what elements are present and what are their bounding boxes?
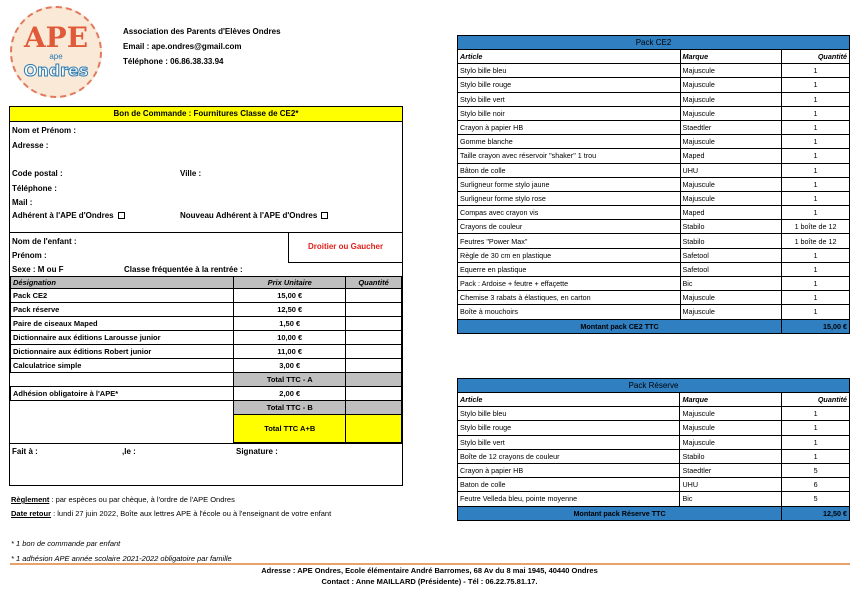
pack-ce2-total-value: 15,00 €	[782, 319, 850, 333]
quantity-cell[interactable]	[346, 387, 402, 401]
brand-cell: Maped	[680, 206, 782, 220]
place-label: Fait à :	[12, 447, 38, 456]
brand-cell: Maped	[680, 149, 782, 163]
date-label: ,le :	[122, 447, 136, 456]
article-cell: Surligneur forme stylo rose	[458, 191, 681, 205]
quantity-cell: 1	[782, 277, 850, 291]
pack-ce2-title-row	[458, 36, 850, 50]
table-row	[458, 421, 850, 435]
quantity-cell: 5	[782, 492, 850, 506]
quantity-cell[interactable]	[346, 331, 402, 345]
quantity-cell: 1	[782, 106, 850, 120]
table-row	[458, 220, 850, 234]
logo-ape-text: APE	[23, 21, 89, 54]
footnote-two: * 1 adhésion APE année scolaire 2021-2022 obligatoire par famille	[11, 554, 232, 563]
order-form	[9, 106, 403, 486]
article-cell: Stylo bille rouge	[458, 78, 681, 92]
table-row	[458, 262, 850, 276]
article-cell: Stylo bille bleu	[458, 407, 680, 421]
table-row	[458, 191, 850, 205]
brand-cell: Majuscule	[680, 407, 782, 421]
return-date-note: Date retour : lundi 27 juin 2022, Boîte aux lettres APE à l'école ou à l'enseignant de votre enfant	[11, 509, 332, 518]
total-a-value	[346, 373, 402, 387]
brand-cell: Majuscule	[680, 291, 782, 305]
table-row: Dictionnaire aux éditions Larousse junior 10,00 €	[11, 331, 402, 345]
member-checkbox[interactable]	[118, 212, 125, 219]
article-cell: Stylo bille vert	[458, 92, 681, 106]
article-cell: Bâton de colle	[458, 163, 681, 177]
col-designation: Désignation	[11, 277, 234, 289]
quantity-cell: 1 boîte de 12	[782, 220, 850, 234]
table-row	[458, 291, 850, 305]
member-label: Adhérent à l'APE d'Ondres	[12, 211, 114, 220]
phone-label: Téléphone :	[12, 184, 57, 193]
order-table-header	[11, 277, 402, 289]
adhesion-price: 2,00 €	[234, 387, 346, 401]
child-info	[10, 233, 402, 276]
brand-cell: Majuscule	[680, 191, 782, 205]
article-cell: Taille crayon avec réservoir "shaker" 1 trou	[458, 149, 681, 163]
association-phone: Téléphone : 06.86.38.33.94	[123, 57, 224, 66]
brand-cell: Safetool	[680, 248, 782, 262]
quantity-cell: 1 boîte de 12	[782, 234, 850, 248]
brand-cell: Majuscule	[680, 435, 782, 449]
article-cell: Boîte à mouchoirs	[458, 305, 681, 319]
quantity-cell: 1	[782, 78, 850, 92]
brand-cell: Majuscule	[680, 106, 782, 120]
quantity-cell: 1	[782, 149, 850, 163]
total-ab-value	[346, 415, 402, 443]
pack-reserve-title: Pack Réserve	[458, 379, 850, 393]
signature-area	[10, 443, 402, 485]
article-cell: Crayon à papier HB	[458, 463, 680, 477]
ape-logo	[10, 6, 102, 98]
class-label: Classe fréquentée à la rentrée :	[124, 265, 243, 274]
total-b-value	[346, 401, 402, 415]
child-firstname-label: Prénom :	[12, 251, 47, 260]
pack-ce2-table	[457, 35, 850, 334]
table-row: Pack réserve 12,50 €	[11, 303, 402, 317]
brand-cell: Majuscule	[680, 421, 782, 435]
quantity-cell: 1	[782, 135, 850, 149]
adhesion-label: Adhésion obligatoire à l'APE*	[11, 387, 234, 401]
quantity-cell: 6	[782, 478, 850, 492]
col-quantity: Quantité	[346, 277, 402, 289]
total-ab-label: Total TTC A+B	[234, 415, 346, 443]
quantity-cell[interactable]	[346, 345, 402, 359]
table-row	[458, 92, 850, 106]
customer-info	[10, 122, 402, 233]
logo-town-text: Ondres	[23, 61, 89, 80]
pack-reserve-total-value: 12,50 €	[782, 506, 850, 520]
article-cell: Chemise 3 rabats à élastiques, en carton	[458, 291, 681, 305]
table-row	[458, 407, 850, 421]
quantity-cell: 1	[782, 92, 850, 106]
table-row	[458, 78, 850, 92]
table-row	[458, 120, 850, 134]
pack-reserve-total-label: Montant pack Réserve TTC	[458, 506, 782, 520]
quantity-cell: 1	[782, 435, 850, 449]
table-row	[458, 277, 850, 291]
table-row	[458, 135, 850, 149]
quantity-cell: 1	[782, 407, 850, 421]
payment-note: Règlement : par espèces ou par chèque, à l'ordre de l'APE Ondres	[11, 495, 235, 504]
quantity-cell[interactable]	[346, 317, 402, 331]
table-row	[458, 449, 850, 463]
new-member-option[interactable]	[180, 211, 328, 220]
article-cell: Stylo bille vert	[458, 435, 680, 449]
table-row	[458, 478, 850, 492]
new-member-checkbox[interactable]	[321, 212, 328, 219]
article-cell: Boîte de 12 crayons de couleur	[458, 449, 680, 463]
pack-reserve-title-row	[458, 379, 850, 393]
pack-ce2-total-label: Montant pack CE2 TTC	[458, 319, 782, 333]
quantity-cell: 1	[782, 421, 850, 435]
pack-ce2-total-row	[458, 319, 850, 333]
quantity-cell: 1	[782, 449, 850, 463]
total-a-row	[11, 373, 402, 387]
address-label: Adresse :	[12, 141, 49, 150]
article-cell: Gomme blanche	[458, 135, 681, 149]
logo-sub-text: ape	[49, 52, 63, 61]
name-label: Nom et Prénom :	[12, 126, 77, 135]
brand-cell: Majuscule	[680, 305, 782, 319]
quantity-cell: 5	[782, 463, 850, 477]
quantity-cell: 1	[782, 177, 850, 191]
table-row	[458, 234, 850, 248]
brand-cell: Stabilo	[680, 220, 782, 234]
footer-divider	[10, 563, 850, 565]
col-price: Prix Unitaire	[234, 277, 346, 289]
member-option[interactable]	[12, 211, 125, 220]
table-row	[458, 248, 850, 262]
sex-label: Sexe : M ou F	[12, 265, 64, 274]
footnote-one: * 1 bon de commande par enfant	[11, 539, 121, 548]
quantity-cell: 1	[782, 248, 850, 262]
pack-reserve-header: Article Marque Quantité	[458, 393, 850, 407]
table-row: Pack CE2 15,00 €	[11, 289, 402, 303]
quantity-cell: 1	[782, 305, 850, 319]
signature-label: Signature :	[236, 447, 278, 456]
association-header	[123, 24, 281, 69]
brand-cell: Majuscule	[680, 92, 782, 106]
article-cell: Stylo bille bleu	[458, 64, 681, 78]
article-cell: Stylo bille noir	[458, 106, 681, 120]
brand-cell: UHU	[680, 163, 782, 177]
total-b-row	[11, 401, 402, 415]
article-cell: Equerre en plastique	[458, 262, 681, 276]
quantity-cell: 1	[782, 64, 850, 78]
brand-cell: Stabilo	[680, 449, 782, 463]
article-cell: Compas avec crayon vis	[458, 206, 681, 220]
total-b-label: Total TTC - B	[234, 401, 346, 415]
footer-address: Adresse : APE Ondres, Ecole élémentaire André Barromes, 68 Av du 8 mai 1945, 40440 Ondres	[261, 566, 598, 575]
brand-cell: Bic	[680, 492, 782, 506]
pack-ce2-header: Article Marque Quantité	[458, 50, 850, 64]
order-items-table	[10, 276, 402, 443]
table-row	[458, 177, 850, 191]
association-name: Association des Parents d'Elèves Ondres	[123, 27, 281, 36]
table-row: Dictionnaire aux éditions Robert junior 11,00 €	[11, 345, 402, 359]
quantity-cell: 1	[782, 291, 850, 305]
pack-reserve-total-row	[458, 506, 850, 520]
association-email: Email : ape.ondres@gmail.com	[123, 42, 242, 51]
article-cell: Baton de colle	[458, 478, 680, 492]
article-cell: Feutres "Power Max"	[458, 234, 681, 248]
footer-contact: Contact : Anne MAILLARD (Présidente) - Tél : 06.22.75.81.17.	[321, 577, 538, 586]
quantity-cell[interactable]	[346, 303, 402, 317]
article-cell: Règle de 30 cm en plastique	[458, 248, 681, 262]
article-cell: Stylo bille rouge	[458, 421, 680, 435]
handedness-field: Droitier ou Gaucher	[288, 233, 402, 263]
table-row	[458, 305, 850, 319]
brand-cell: Staedtler	[680, 120, 782, 134]
table-row	[458, 106, 850, 120]
brand-cell: UHU	[680, 478, 782, 492]
brand-cell: Safetool	[680, 262, 782, 276]
table-row	[458, 492, 850, 506]
table-row	[458, 463, 850, 477]
table-row	[458, 64, 850, 78]
brand-cell: Majuscule	[680, 177, 782, 191]
city-label: Ville :	[180, 169, 202, 178]
table-row	[458, 206, 850, 220]
article-cell: Surligneur forme stylo jaune	[458, 177, 681, 191]
table-row	[458, 149, 850, 163]
quantity-cell: 1	[782, 206, 850, 220]
table-row	[458, 163, 850, 177]
quantity-cell[interactable]	[346, 359, 402, 373]
article-cell: Feutre Velleda bleu, pointe moyenne	[458, 492, 680, 506]
quantity-cell: 1	[782, 163, 850, 177]
table-row: Paire de ciseaux Maped 1,50 €	[11, 317, 402, 331]
quantity-cell[interactable]	[346, 289, 402, 303]
new-member-label: Nouveau Adhérent à l'APE d'Ondres	[180, 211, 318, 220]
brand-cell: Majuscule	[680, 78, 782, 92]
pack-ce2-title: Pack CE2	[458, 36, 850, 50]
article-cell: Crayon à papier HB	[458, 120, 681, 134]
table-row: Calculatrice simple 3,00 €	[11, 359, 402, 373]
order-form-title: Bon de Commande : Fournitures Classe de CE2*	[10, 107, 402, 122]
adhesion-row	[11, 387, 402, 401]
total-a-label: Total TTC - A	[234, 373, 346, 387]
quantity-cell: 1	[782, 262, 850, 276]
quantity-cell: 1	[782, 191, 850, 205]
table-row	[458, 435, 850, 449]
postal-code-label: Code postal :	[12, 169, 63, 178]
brand-cell: Majuscule	[680, 64, 782, 78]
mail-label: Mail :	[12, 198, 33, 207]
child-name-label: Nom de l'enfant :	[12, 237, 77, 246]
article-cell: Crayons de couleur	[458, 220, 681, 234]
brand-cell: Majuscule	[680, 135, 782, 149]
brand-cell: Stabilo	[680, 234, 782, 248]
quantity-cell: 1	[782, 120, 850, 134]
article-cell: Pack : Ardoise + feutre + effaçette	[458, 277, 681, 291]
brand-cell: Staedtler	[680, 463, 782, 477]
pack-reserve-table	[457, 378, 850, 521]
brand-cell: Bic	[680, 277, 782, 291]
